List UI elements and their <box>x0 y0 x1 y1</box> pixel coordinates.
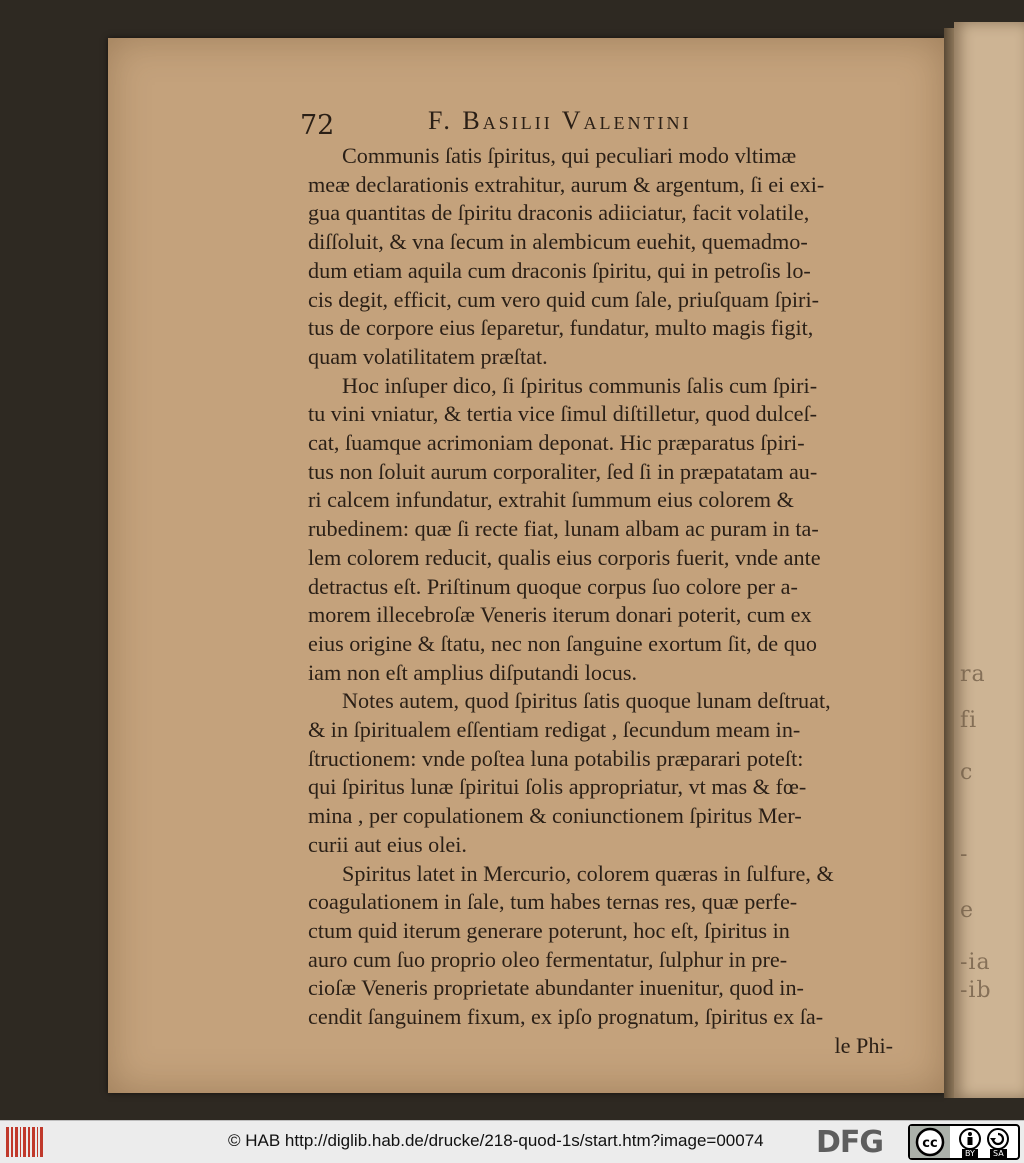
license-by-label: BY <box>962 1149 978 1158</box>
barcode-icon <box>6 1127 46 1157</box>
text-line: eius origine & ſtatu, nec non ſanguine exortum ſit, de quo <box>308 630 817 656</box>
text-line: Spiritus latet in Mercurio, colorem quæras in ſulfure, & <box>342 860 834 886</box>
facing-page-fragment: -ia <box>960 950 991 975</box>
text-line: gua quantitas de ſpiritu draconis adiiciatur, facit volatile, <box>308 200 810 226</box>
page-header <box>300 104 860 140</box>
text-line: cioſæ Veneris proprietate abundanter inuenitur, quod in- <box>308 975 804 1001</box>
text-line: ctum quid iterum generare poterunt, hoc eſt, ſpiritus in <box>308 917 790 943</box>
text-line: & in ſpiritualem eſſentiam redigat , ſecundum meam in- <box>308 717 801 743</box>
facing-page <box>954 22 1024 1098</box>
text-line: detractus eſt. Priſtinum quoque corpus ſuo colore per a- <box>308 573 798 599</box>
text-line: Communis ſatis ſpiritus, qui peculiari modo vltimæ <box>342 143 797 168</box>
text-line: meæ declarationis extrahitur, aurum & argentum, ſi ei exi- <box>308 171 825 197</box>
license-badge[interactable] <box>908 1124 1020 1160</box>
text-line: qui ſpiritus lunæ ſpiritui ſolis appropriatur, vt mas & fœ- <box>308 774 807 800</box>
running-head: F. Basilii Valentini <box>428 106 692 135</box>
book-spine <box>944 28 954 1098</box>
body-text <box>308 142 893 1061</box>
by-person-icon <box>960 1129 980 1149</box>
text-line: dum etiam aquila cum draconis ſpiritu, qui in petroſis lo- <box>308 257 811 283</box>
text-line: ri calcem infundatur, extrahit ſummum eius colorem & <box>308 487 794 513</box>
text-line: cendit ſanguinem fixum, ex ipſo prognatum, ſpiritus ex ſa- <box>308 1004 824 1030</box>
text-line: ſtructionem: vnde poſtea luna potabilis præparari poteſt: <box>308 745 804 771</box>
dfg-logo: DFG <box>816 1125 884 1160</box>
footer-bar <box>0 1120 1024 1163</box>
facing-page-fragment: fi <box>960 708 978 733</box>
text-line: lem colorem reducit, qualis eius corporis fuerit, vnde ante <box>308 544 821 570</box>
text-line: auro cum ſuo proprio oleo fermentatur, ſulphur in pre- <box>308 946 788 972</box>
facing-page-fragment: -ib <box>960 978 992 1003</box>
license-sa-label: SA <box>990 1149 1007 1158</box>
facing-page-fragment: c <box>960 760 974 785</box>
facing-page-fragment: e <box>960 898 975 923</box>
text-line: curii aut eius olei. <box>308 831 467 857</box>
text-line: coagulationem in ſale, tum habes ternas res, quæ perfe- <box>308 889 798 915</box>
text-line: cis degit, efficit, cum vero quid cum ſale, priuſquam ſpiri- <box>308 286 819 312</box>
text-line: mina , per copulationem & coniunctionem ſpiritus Mer- <box>308 803 802 829</box>
text-line: diſſoluit, & vna ſecum in alembicum euehit, quemadmo- <box>308 229 808 255</box>
text-line: tus non ſoluit aurum corporaliter, ſed ſi in præpatatam au- <box>308 458 818 484</box>
text-line: morem illecebroſæ Veneris iterum donari poterit, cum ex <box>308 602 812 628</box>
page-number: 72 <box>300 110 335 141</box>
cc-icon <box>917 1129 943 1155</box>
svg-text:cc: cc <box>922 1136 938 1151</box>
text-line: cat, ſuamque acrimoniam deponat. Hic præparatus ſpiri- <box>308 430 805 456</box>
facing-page-fragment: - <box>960 842 969 867</box>
source-link[interactable]: © HAB http://diglib.hab.de/drucke/218-quod-1s/start.htm?image=00074 <box>228 1131 764 1150</box>
catchword: le Phi- <box>834 1032 893 1058</box>
text-line: rubedinem: quæ ſi recte fiat, lunam albam ac puram in ta- <box>308 516 819 542</box>
text-line: iam non eſt amplius diſputandi locus. <box>308 659 638 685</box>
facing-page-fragment: ra <box>960 662 986 687</box>
text-line: tus de corpore eius ſeparetur, fundatur, multo magis figit, <box>308 315 814 341</box>
text-line: tu vini vniatur, & tertia vice ſimul diſtilletur, quod dulceſ- <box>308 401 818 427</box>
text-line: Hoc inſuper dico, ſi ſpiritus communis ſalis cum ſpiri- <box>342 372 818 398</box>
sa-share-alike-icon <box>988 1129 1008 1149</box>
text-line: quam volatilitatem præſtat. <box>308 343 548 369</box>
text-line: Notes autem, quod ſpiritus ſatis quoque lunam deſtruat, <box>342 688 831 714</box>
